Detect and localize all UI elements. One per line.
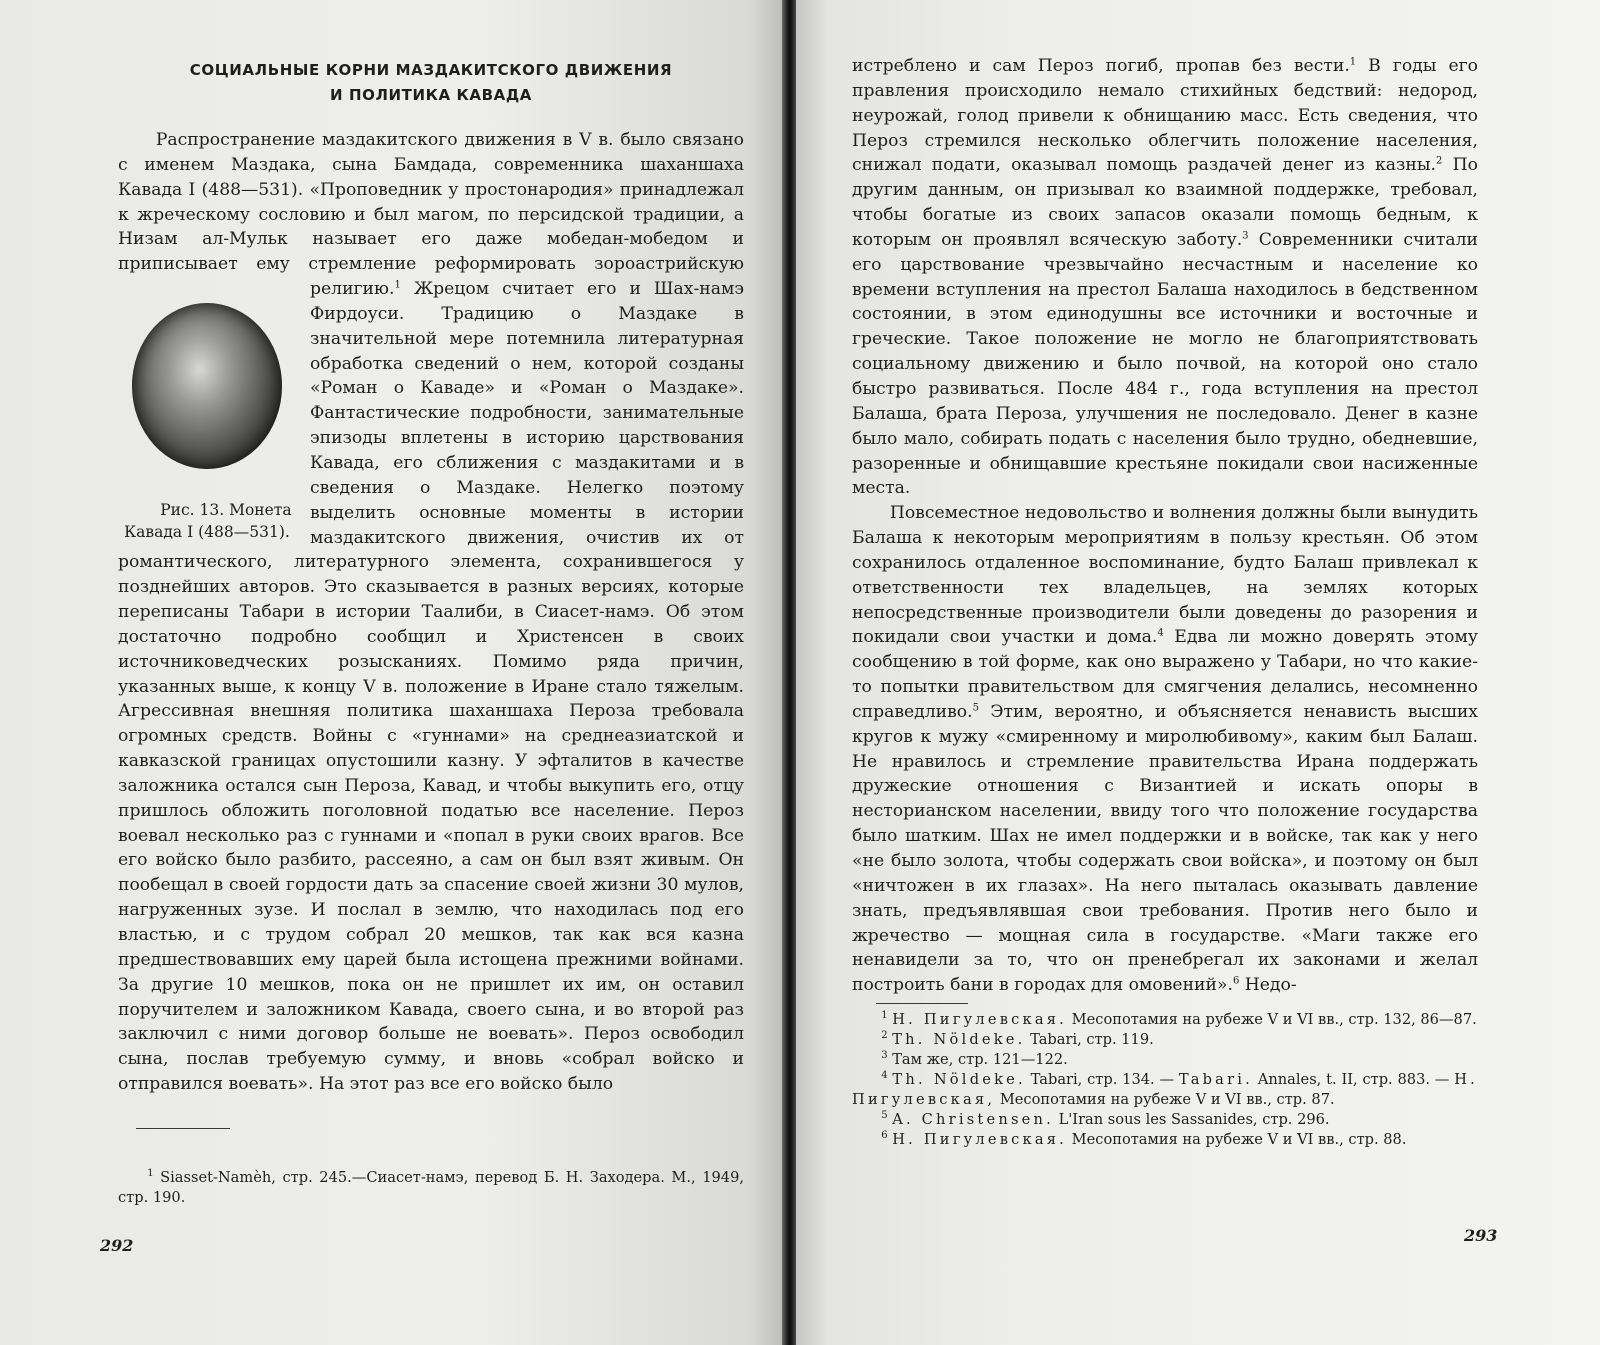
left-footnotes bbox=[118, 1168, 744, 1208]
left-footnote-1-text: Siasset-Namèh, стр. 245.—Сиасет-намэ, перевод Б. Н. Заходера. М., 1949, стр. 190. bbox=[118, 1169, 744, 1206]
right-p2-b: Едва ли можно доверять этому сообщению в той форме, как оно выражено у Табари, но что какие-то попытки правительством для смягчения делались, несомненно справедливо. bbox=[852, 627, 1478, 722]
footnote-num: 5 bbox=[881, 1110, 888, 1122]
left-para-part-a: Распространение маздакитского движения в V в. было связано с именем Маздака, сына Бамдада, современника шаханшаха Кавада I (488—531). «Проповедник у простонародия» принадлежал к жреческому сословию и был магом, по персидской традиции, а Низам ал-Мульк называет его даже мобедан-мобедом и приписывает ему стремление реформировать зороастрийскую религию. bbox=[118, 130, 744, 300]
footnote-num: 2 bbox=[881, 1030, 888, 1042]
chapter-heading bbox=[118, 58, 744, 108]
right-paragraph-2 bbox=[852, 501, 1478, 998]
right-footnote-4 bbox=[852, 1070, 1478, 1110]
right-footnote-3 bbox=[852, 1050, 1478, 1070]
coin-image bbox=[132, 303, 282, 469]
right-p1-a: истреблено и сам Пероз погиб, пропав без вести. bbox=[852, 56, 1350, 76]
right-body-text bbox=[852, 54, 1478, 998]
right-footnote-6 bbox=[852, 1130, 1478, 1150]
right-footnotes bbox=[852, 1010, 1478, 1150]
right-paragraph-1 bbox=[852, 54, 1478, 501]
footnote-text: Tabari, стр. 134. — bbox=[1025, 1071, 1179, 1088]
footnote-text: Tabari, стр. 119. bbox=[1025, 1031, 1154, 1048]
footnote-ref-r3: 3 bbox=[1242, 230, 1249, 242]
footnote-ref-r5: 5 bbox=[972, 702, 979, 714]
footnote-text: Там же, стр. 121—122. bbox=[892, 1051, 1068, 1068]
right-footnote-5 bbox=[852, 1110, 1478, 1130]
footnote-author: Н. Пигулевская. bbox=[892, 1131, 1068, 1148]
footnote-ref-r6: 6 bbox=[1232, 975, 1240, 987]
footnote-author: A. Christensen. bbox=[892, 1111, 1054, 1128]
footnote-num: 3 bbox=[881, 1050, 888, 1062]
footnote-num: 6 bbox=[881, 1130, 888, 1142]
heading-line-2: И ПОЛИТИКА КАВАДА bbox=[329, 86, 533, 104]
footnote-author: Th. Nöldeke. bbox=[892, 1071, 1026, 1088]
footnote-author: Н. Пигулевская. bbox=[892, 1011, 1068, 1028]
heading-line-1: СОЦИАЛЬНЫЕ КОРНИ МАЗДАКИТСКОГО ДВИЖЕНИЯ bbox=[189, 61, 673, 79]
left-footnote-1-num: 1 bbox=[147, 1168, 154, 1180]
footnote-author: Tabari. bbox=[1178, 1071, 1254, 1088]
left-paragraph bbox=[118, 128, 744, 1097]
footnote-ref-1: 1 bbox=[394, 279, 401, 291]
footnote-ref-r2: 2 bbox=[1436, 155, 1443, 167]
footnote-rule-right bbox=[876, 1003, 968, 1004]
footnote-author: Н. Пигулевская, bbox=[852, 1071, 1479, 1108]
footnote-ref-r4: 4 bbox=[1157, 627, 1164, 639]
footnote-text: Месопотамия на рубеже V и VI вв., стр. 87. bbox=[995, 1091, 1335, 1108]
footnote-ref-r1: 1 bbox=[1349, 56, 1357, 68]
figure-caption: Рис. 13. Монета Кавада I (488—531). bbox=[124, 501, 292, 542]
footnote-text: L'Iran sous les Sassanides, стр. 296. bbox=[1053, 1111, 1330, 1128]
right-footnote-2 bbox=[852, 1030, 1478, 1050]
right-p1-c: По другим данным, он призывал ко взаимной поддержке, требовал, чтобы богатые из своих запасов оказали помощь бедным, к которым он проявлял всяческую заботу. bbox=[852, 155, 1478, 250]
footnote-text: Месопотамия на рубеже V и VI вв., стр. 132, 86—87. bbox=[1067, 1011, 1477, 1028]
right-p2-d: Недо- bbox=[1239, 975, 1297, 996]
page-number-right: 293 bbox=[1464, 1226, 1498, 1245]
left-body-text bbox=[118, 128, 744, 1097]
footnote-num: 4 bbox=[881, 1070, 888, 1082]
coin-figure bbox=[118, 289, 296, 543]
right-p1-b: В годы его правления происходило немало стихийных бедствий: недород, неурожай, голод привели к обнищанию масс. Есть сведения, что Пероз стремился несколько облегчить положение населения, снижал подати, оказывал помощь раздачей денег из казны. bbox=[852, 56, 1478, 176]
page-number-left: 292 bbox=[100, 1236, 134, 1255]
book-gutter bbox=[782, 0, 796, 1345]
left-footnote-1 bbox=[118, 1168, 744, 1208]
footnote-author: Th. Nöldeke. bbox=[892, 1031, 1026, 1048]
footnote-text: Annales, t. II, стр. 883. — bbox=[1253, 1071, 1455, 1088]
right-footnote-1 bbox=[852, 1010, 1478, 1030]
right-p2-c: Этим, вероятно, и объясняется ненависть высших кругов к мужу «смиренному и миролюбивому», каким был Балаш. Не нравилось и стремление правительства Ирана поддержать дружеские отношения с Византией и искать опоры в несторианском населении, ввиду того что положение государства было шатким. Шах не имел поддержки и в войске, так как у него «не было золота, чтобы содержать свои войска», и поэтому он был «ничтожен в их глазах». На него пыталась оказывать давление знать, предъявлявшая свои требования. Против него было и жречество — мощная сила в государстве. «Маги также его ненавидели за то, что он пренебрегал их законами и желал построить бани в городах для омовений». bbox=[852, 701, 1478, 996]
footnote-num: 1 bbox=[881, 1010, 888, 1022]
right-p2-a: Повсеместное недовольство и волнения должны были вынудить Балаша к некоторым мероприятиям в пользу крестьян. Об этом сохранилось отдаленное воспоминание, будто Балаш привлекал к ответственности тех владельцев, на землях которых непосредственные производители были доведены до разорения и покидали свои участки и дома. bbox=[852, 503, 1478, 648]
footnote-rule-left bbox=[136, 1128, 230, 1129]
right-p1-d: Современники считали его царствование чрезвычайно несчастным и население ко времени вступления на престол Балаша находилось в бедственном состоянии, в этом единодушны все источники и восточные и греческие. Такое положение не могло не благоприятствовать социальному движению и было почвой, на которой оно стало быстро развиваться. После 484 г., года вступления на престол Балаша, брата Пероза, улучшения не последовало. Денег в казне было мало, собирать подать с населения было трудно, обедневшие, разоренные и обнищавшие крестьяне покидали свои насиженные места. bbox=[852, 229, 1478, 499]
footnote-text: Месопотамия на рубеже V и VI вв., стр. 88. bbox=[1067, 1131, 1407, 1148]
left-para-part-b: Жрецом считает его и Шах-намэ Фирдоуси. Традицию о Маздаке в значительной мере потемнила литературная обработка сведений о нем, которой созданы «Роман о Каваде» и «Роман о Маздаке». Фантастические подробности, занимательные эпизоды вплетены в историю царствования Кавада, его сближения с маздакитами и в сведения о Маздаке. Нелегко поэтому выделить основные моменты в истории маздакитского движения, очистив их от романтического, литературного элемента, сохранившегося у позднейших авторов. Это сказывается в разных версиях, которые переписаны Табари в истории Таалиби, в Сиасет-намэ. Об этом достаточно подробно сообщил и Христенсен в своих источниковедческих розысканиях. Помимо ряда причин, указанных выше, к концу V в. положение в Иране стало тяжелым. Агрессивная внешняя политика шаханшаха Пероза требовала огромных средств. Войны с «гуннами» на среднеазиатской и кавказской границах опустошили казну. У эфталитов в качестве заложника остался сын Пероза, Кавад, и чтобы выкупить его, отцу пришлось обложить поголовной податью все население. Пероз воевал несколько раз с гуннами и «попал в руки своих врагов. Все его войско было разбито, рассеяно, а сам он был взят живым. Он пообещал в своей гордости дать за спасение своей жизни 30 мулов, нагруженных зузе. И послал в землю, что находилась под его властью, и с трудом собрал 20 мешков, так как вся казна предшествовавших ему царей была истощена прежними войнами. За другие 10 мешков, пока он не пришлет их им, он оставил поручителем и заложником Кавада, своего сына, и во второй раз заключил с ними договор больше не воевать». Пероз освободил сына, послав требуемую сумму, и вновь «собрал войско и отправился воевать». На этот раз все его войско было bbox=[118, 279, 744, 1095]
